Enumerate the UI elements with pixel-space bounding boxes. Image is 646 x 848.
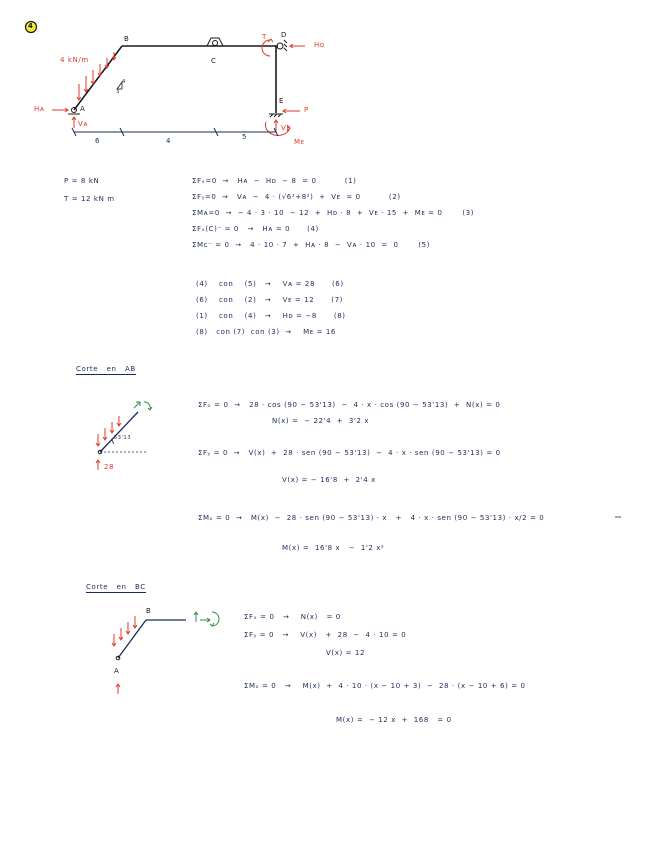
equation-5: ΣMᴄ⁻ = 0 → 4 · 10 · 7 + Hᴀ · 8 − Vᴀ · 10 = 0 (5) bbox=[192, 241, 431, 249]
section-BC-sketch bbox=[112, 612, 219, 694]
section-AB-res-V: V(x) = − 16'8 + 2'4 x bbox=[282, 476, 376, 484]
section-BC-eq-V: ΣFᵧ = 0 → V(x) + 28 − 4 · 10 = 0 bbox=[244, 631, 407, 639]
label-slope-rise: 4 bbox=[122, 79, 126, 85]
load-P-arrow bbox=[283, 109, 300, 113]
label-D: D bbox=[281, 31, 287, 39]
label-slope-run: 3 bbox=[116, 89, 120, 95]
given-P: P = 8 kN bbox=[64, 177, 100, 185]
given-T: T = 12 kN m bbox=[64, 195, 115, 203]
label-C: C bbox=[211, 57, 217, 65]
equation-3: ΣMᴀ=0 → − 4 · 3 · 10 − 12 + Hᴅ · 8 + Vᴇ · 15 + Mᴇ = 0 (3) bbox=[192, 209, 475, 217]
label-HA: Hᴀ bbox=[34, 105, 45, 113]
support-E bbox=[269, 114, 283, 117]
section-BC-res-V: V(x) = 12 bbox=[326, 649, 366, 657]
combo-1: (4) con (5) → Vᴀ = 28 (6) bbox=[196, 280, 344, 288]
combo-4: (8) con (7) con (3) → Mᴇ = 16 bbox=[196, 328, 336, 336]
support-A bbox=[68, 108, 80, 115]
section-AB-eq-M: ΣMₒ = 0 → M(x) − 28 · sen (90 − 53'13) · x + 4 · x · sen (90 − 53'13) · x/2 = 0 bbox=[198, 514, 545, 522]
reaction-VA-arrow bbox=[72, 117, 76, 128]
problem-number: 4 bbox=[28, 22, 34, 30]
label-ME: Mᴇ bbox=[294, 138, 305, 146]
equation-2: ΣFᵧ=0 → Vᴀ − 4 · (√6²+8²) + Vᴇ = 0 (2) bbox=[192, 193, 401, 201]
dimension-6: 6 bbox=[95, 137, 101, 145]
section-AB-eq-V: ΣFᵧ = 0 → V(x) + 28 · sen (90 − 53'13) − 4 · x · sen (90 − 53'13) = 0 bbox=[198, 449, 501, 457]
equation-1: ΣFₓ=0 → Hᴀ − Hᴅ − 8 = 0 (1) bbox=[192, 177, 357, 185]
label-E: E bbox=[279, 97, 285, 105]
section-BC-title: Corte en BC bbox=[86, 583, 146, 591]
label-T: T bbox=[262, 33, 267, 41]
label-HD: Hᴅ bbox=[314, 41, 325, 49]
section-AB-res-M: M(x) = 16'8 x − 1'2 x² bbox=[282, 544, 385, 552]
label-P: P bbox=[304, 106, 309, 114]
equation-4: ΣFₓ(C)⁻ = 0 → Hᴀ = 0 (4) bbox=[192, 225, 319, 233]
section-BC-eq-M: ΣMₒ = 0 → M(x) + 4 · 10 · (x − 10 + 3) − 28 · (x − 10 + 6) = 0 bbox=[244, 682, 526, 690]
label-A: A bbox=[80, 105, 86, 113]
section-BC-res-M: M(x) = − 12 x + 168 = 0 bbox=[336, 716, 452, 724]
label-distributed-load: 4 kN/m bbox=[60, 56, 89, 64]
dimension-line bbox=[72, 128, 278, 136]
dimension-4: 4 bbox=[166, 137, 172, 145]
section-BC-label-A: A bbox=[114, 667, 120, 675]
section-AB-reaction: 28 bbox=[104, 463, 115, 471]
combo-3: (1) con (4) → Hᴅ = −8 (8) bbox=[196, 312, 346, 320]
combo-2: (6) con (2) → Vᴇ = 12 (7) bbox=[196, 296, 343, 304]
support-D bbox=[277, 40, 287, 51]
label-B: B bbox=[124, 35, 130, 43]
section-AB-title: Corte en AB bbox=[76, 365, 136, 373]
label-VA: Vᴀ bbox=[78, 120, 89, 128]
section-BC-label-B: B bbox=[146, 607, 152, 615]
section-AB-angle: 53'13 bbox=[114, 435, 132, 441]
structure-figure bbox=[74, 46, 278, 113]
hinge-C bbox=[207, 38, 223, 46]
section-BC-eq-N: ΣFₓ = 0 → N(x) = 0 bbox=[244, 613, 341, 621]
section-AB-eq-N: ΣFₓ = 0 → 28 · cos (90 − 53'13) − 4 · x · cos (90 − 53'13) + N(x) = 0 bbox=[198, 401, 501, 409]
torque-T-arrow bbox=[262, 39, 273, 56]
reaction-HD-arrow bbox=[290, 44, 305, 48]
dimension-5: 5 bbox=[242, 133, 248, 141]
section-AB-res-N: N(x) = − 22'4 + 3'2 x bbox=[272, 417, 370, 425]
label-VE: Vᴇ bbox=[281, 124, 291, 132]
reaction-HA-arrow bbox=[52, 108, 68, 112]
